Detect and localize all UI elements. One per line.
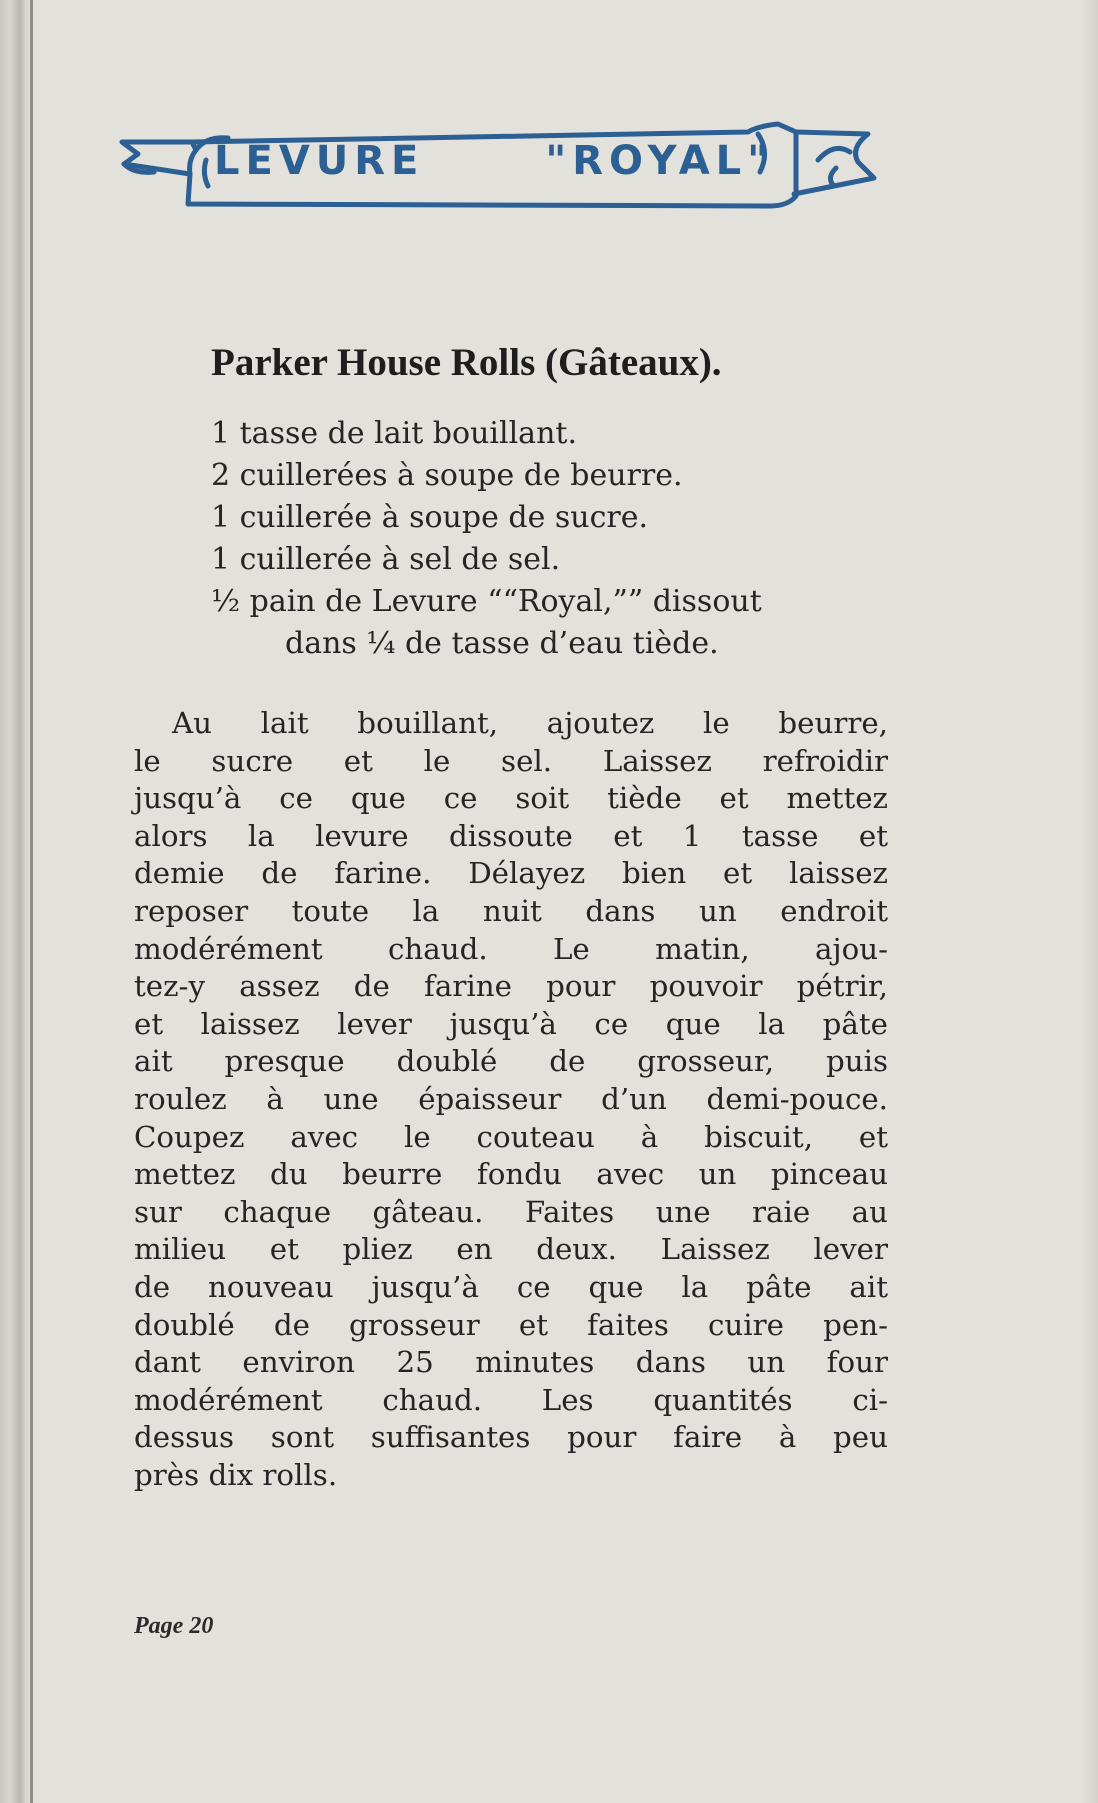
ingredient-item: 2 cuillerées à soupe de beurre. (211, 458, 683, 493)
binding-edge (30, 0, 33, 1803)
method-line: reposer toute la nuit dans un endroit (134, 893, 888, 928)
banner-word-royal: "ROYAL" (545, 138, 774, 184)
method-line: mettez du beurre fondu avec un pinceau (134, 1157, 888, 1192)
page-edge (1084, 0, 1098, 1803)
method-line: Au lait bouillant, ajoutez le beurre, (172, 706, 888, 740)
method-line: modérément chaud. Les quantités ci- (134, 1382, 888, 1417)
ingredient-item: 1 tasse de lait bouillant. (211, 416, 577, 451)
method-line: roulez à une épaisseur d’un demi-pouce. (134, 1081, 888, 1116)
banner-word-levure: LEVURE (214, 138, 425, 184)
method-line: doublé de grosseur et faites cuire pen- (134, 1307, 888, 1342)
header-banner (118, 112, 878, 212)
ingredient-item-continued: dans ¼ de tasse d’eau tiède. (285, 626, 719, 661)
recipe-title: Parker House Rolls (Gâteaux). (211, 341, 722, 384)
method-line: dessus sont suffisantes pour faire à peu (134, 1420, 888, 1455)
method-line: modérément chaud. Le matin, ajou- (134, 931, 888, 966)
method-line: demie de farine. Délayez bien et laissez (134, 856, 888, 891)
ingredient-item: 1 cuillerée à soupe de sucre. (211, 500, 649, 535)
page-binding (0, 0, 34, 1803)
method-line: le sucre et le sel. Laissez refroidir (134, 743, 888, 778)
method-line: près dix rolls. (134, 1457, 338, 1492)
method-line: de nouveau jusqu’à ce que la pâte ait (134, 1269, 888, 1304)
recipe-method (134, 705, 888, 1494)
method-line: alors la levure dissoute et 1 tasse et (134, 818, 888, 853)
banner-title (214, 138, 774, 184)
method-line: ait presque doublé de grosseur, puis (134, 1044, 888, 1079)
ingredient-item: 1 cuillerée à sel de sel. (211, 542, 561, 577)
method-line: tez-y assez de farine pour pouvoir pétrir, (134, 969, 888, 1004)
ingredient-item: ½ pain de Levure ““Royal,”” dissout (211, 584, 762, 619)
method-line: et laissez lever jusqu’à ce que la pâte (134, 1006, 888, 1041)
method-line: dant environ 25 minutes dans un four (134, 1345, 888, 1380)
method-line: sur chaque gâteau. Faites une raie au (134, 1194, 888, 1229)
method-line: jusqu’à ce que ce soit tiède et mettez (134, 781, 888, 816)
ingredient-list (211, 413, 911, 665)
page-number: Page 20 (134, 1613, 214, 1639)
method-line: Coupez avec le couteau à biscuit, et (134, 1119, 888, 1154)
method-line: milieu et pliez en deux. Laissez lever (134, 1232, 888, 1267)
